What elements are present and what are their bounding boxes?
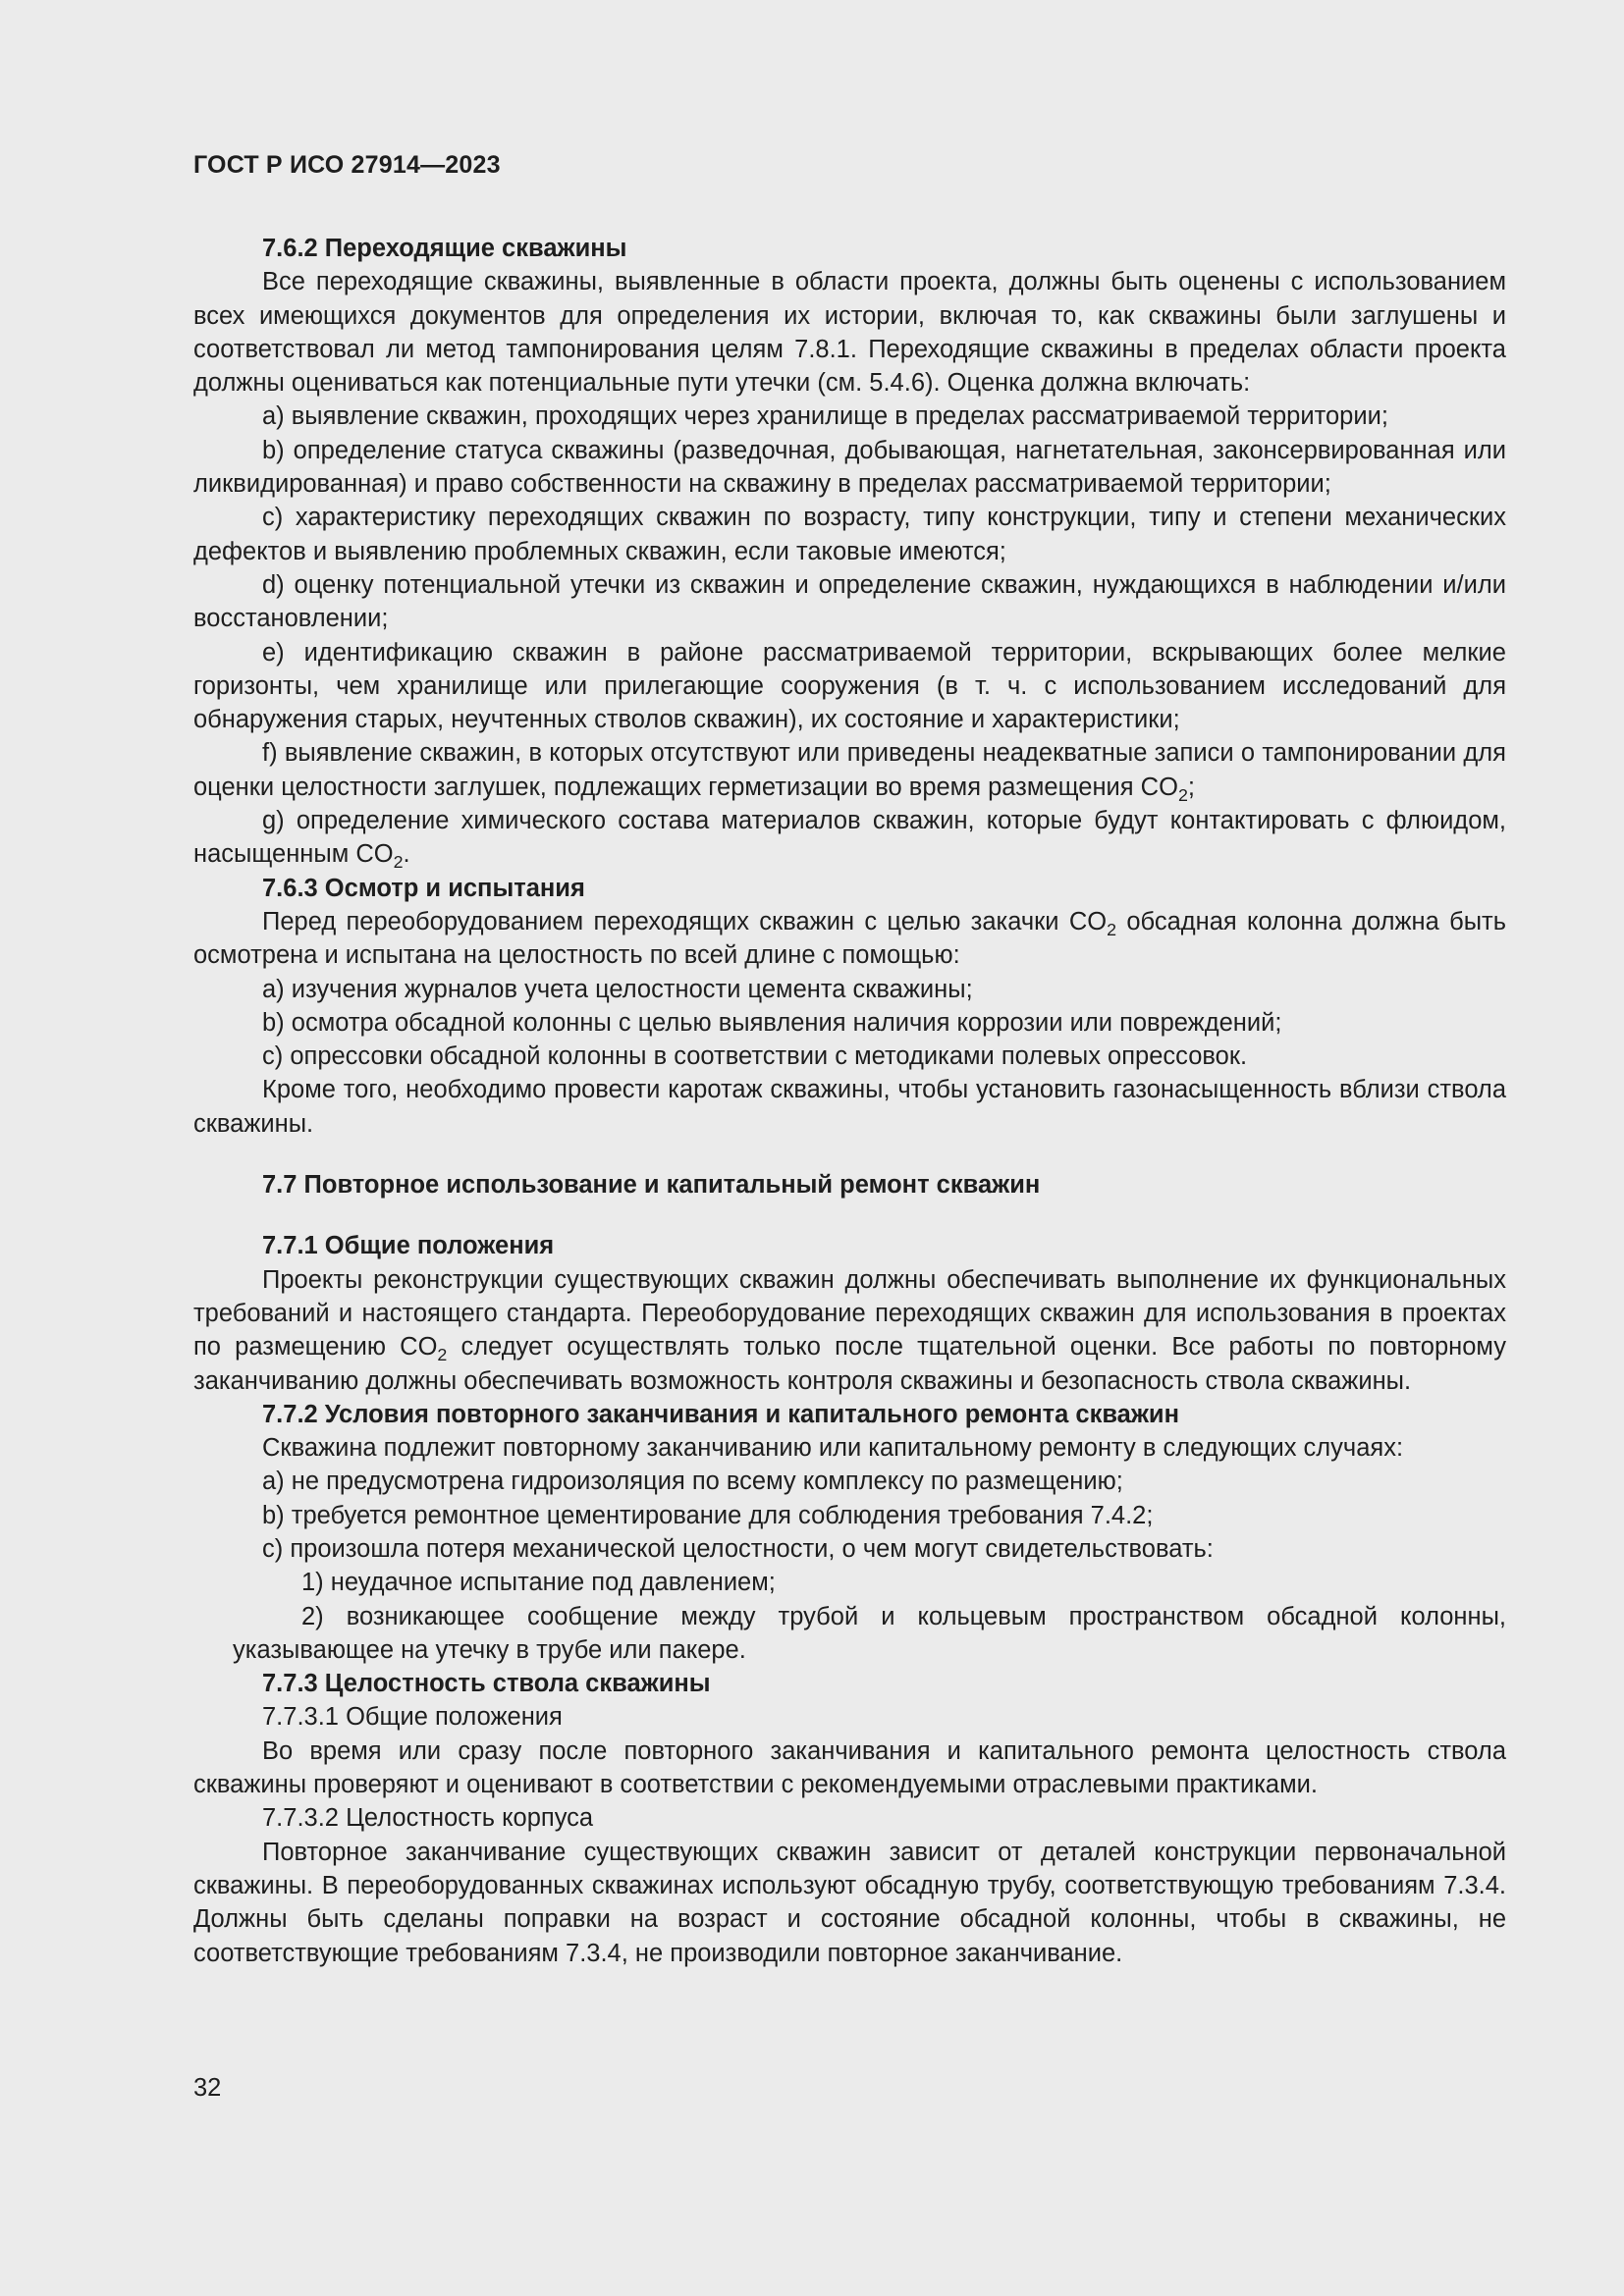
section-7-7-3-heading: 7.7.3 Целостность ствола скважины — [262, 1670, 711, 1698]
section-7-7-3-1-heading: 7.7.3.1 Общие положения — [262, 1703, 563, 1732]
section-7-6-3-closing: Кроме того, необходимо провести каротаж скважины, чтобы установить газонасыщенность вблизи ствола скважины. — [193, 1076, 1506, 1138]
document-body — [193, 232, 1506, 1970]
sub-list-item-1: 1) неудачное испытание под давлением; — [301, 1569, 776, 1597]
list-item-a: а) выявление скважин, проходящих через хранилище в пределах рассматриваемой территории; — [262, 402, 1388, 431]
list-item-g: g) определение химического состава материалов скважин, которые будут контактировать с флюидом, насыщенным $CO_2$. — [193, 807, 1506, 873]
sub-list-item-2: 2) возникающее сообщение между трубой и кольцевым пространством обсадной колонны, указывающее на утечку в трубе или пакере. — [233, 1602, 1506, 1664]
document-header: ГОСТ Р ИСО 27914—2023 — [193, 151, 501, 179]
page-number: 32 — [193, 2074, 222, 2102]
section-7-6-2-intro: Все переходящие скважины, выявленные в области проекта, должны быть оценены с использованием всех имеющихся документов для определения их истории, включая то, как скважины были заглушены и соответствовал ли метод тампонирования целям 7.8.1. Переходящие скважины в пределах области проекта должны оцениваться как потенциальные пути утечки (см. 5.4.6). Оценка должна включать: — [193, 268, 1506, 398]
list-item-a: а) не предусмотрена гидроизоляция по всему комплексу по размещению; — [262, 1468, 1123, 1496]
section-7-7-2-heading: 7.7.2 Условия повторного заканчивания и капитального ремонта скважин — [262, 1400, 1180, 1428]
section-7-7-1-text: Проекты реконструкции существующих скважин должны обеспечивать выполнение их функциональных требований и настоящего стандарта. Переоборудование переходящих скважин для использования в проектах по размещению $CO_2$ следует осуществлять только после тщательной оценки. Все работы по повторному заканчиванию должны обеспечивать возможность контроля скважины и безопасность ствола скважины. — [193, 1265, 1506, 1395]
list-item-f: f) выявление скважин, в которых отсутствуют или приведены неадекватные записи о тампонировании для оценки целостности заглушек, подлежащих герметизации во время размещения $CO_2$; — [193, 739, 1506, 805]
section-7-7-heading: 7.7 Повторное использование и капитальный ремонт скважин — [262, 1171, 1041, 1200]
list-item-b: b) требуется ремонтное цементирование для соблюдения требования 7.4.2; — [262, 1501, 1154, 1529]
list-item-b: b) определение статуса скважины (разведочная, добывающая, нагнетательная, законсервированная или ликвидированная) и право собственности на скважину в пределах рассматриваемой территории; — [193, 436, 1506, 499]
section-7-6-3-heading: 7.6.3 Осмотр и испытания — [262, 874, 585, 902]
list-item-c: с) характеристику переходящих скважин по возрасту, типу конструкции, типу и степени механических дефектов и выявлению проблемных скважин, если таковые имеются; — [193, 504, 1506, 565]
section-7-7-1-heading: 7.7.1 Общие положения — [262, 1232, 555, 1260]
list-item-b: b) осмотра обсадной колонны с целью выявления наличия коррозии или повреждений; — [262, 1008, 1282, 1037]
section-7-6-2-heading: 7.6.2 Переходящие скважины — [262, 235, 627, 262]
section-7-7-3-2-text: Повторное заканчивание существующих скважин зависит от деталей конструкции первоначальной скважины. В переоборудованных скважинах используют обсадную трубу, соответствующую требованиям 7.3.4. Должны быть сделаны поправки на возраст и состояние обсадной колонны, чтобы в скважины, не соответствующие требованиям 7.3.4, не производили повторное заканчивание. — [193, 1838, 1506, 1967]
list-item-c: с) произошла потеря механической целостности, о чем могут свидетельствовать: — [262, 1534, 1214, 1563]
list-item-e: е) идентификацию скважин в районе рассматриваемой территории, вскрывающих более мелкие горизонты, чем хранилище или прилегающие сооружения (в т. ч. с использованием исследований для обнаружения старых, неучтенных стволов скважин), их состояние и характеристики; — [193, 638, 1506, 734]
section-7-7-2-intro: Скважина подлежит повторному заканчиванию или капитальному ремонту в следующих случаях: — [262, 1434, 1404, 1463]
document-page — [193, 147, 1506, 1970]
list-item-a: а) изучения журналов учета целостности цемента скважины; — [262, 975, 973, 1003]
section-7-7-3-2-heading: 7.7.3.2 Целостность корпуса — [262, 1804, 594, 1833]
list-item-d: d) оценку потенциальной утечки из скважин и определение скважин, нуждающихся в наблюдении и/или восстановлении; — [193, 570, 1506, 633]
section-7-7-3-1-text: Во время или сразу после повторного заканчивания и капитального ремонта целостность ствола скважины проверяют и оценивают в соответствии с рекомендуемыми отраслевыми практиками. — [193, 1736, 1506, 1799]
list-item-c: с) опрессовки обсадной колонны в соответствии с методиками полевых опрессовок. — [262, 1042, 1248, 1071]
section-7-6-3-intro: Перед переоборудованием переходящих скважин с целью закачки $CO_2$ обсадная колонна должна быть осмотрена и испытана на целостность по всей длине с помощью: — [193, 907, 1506, 970]
